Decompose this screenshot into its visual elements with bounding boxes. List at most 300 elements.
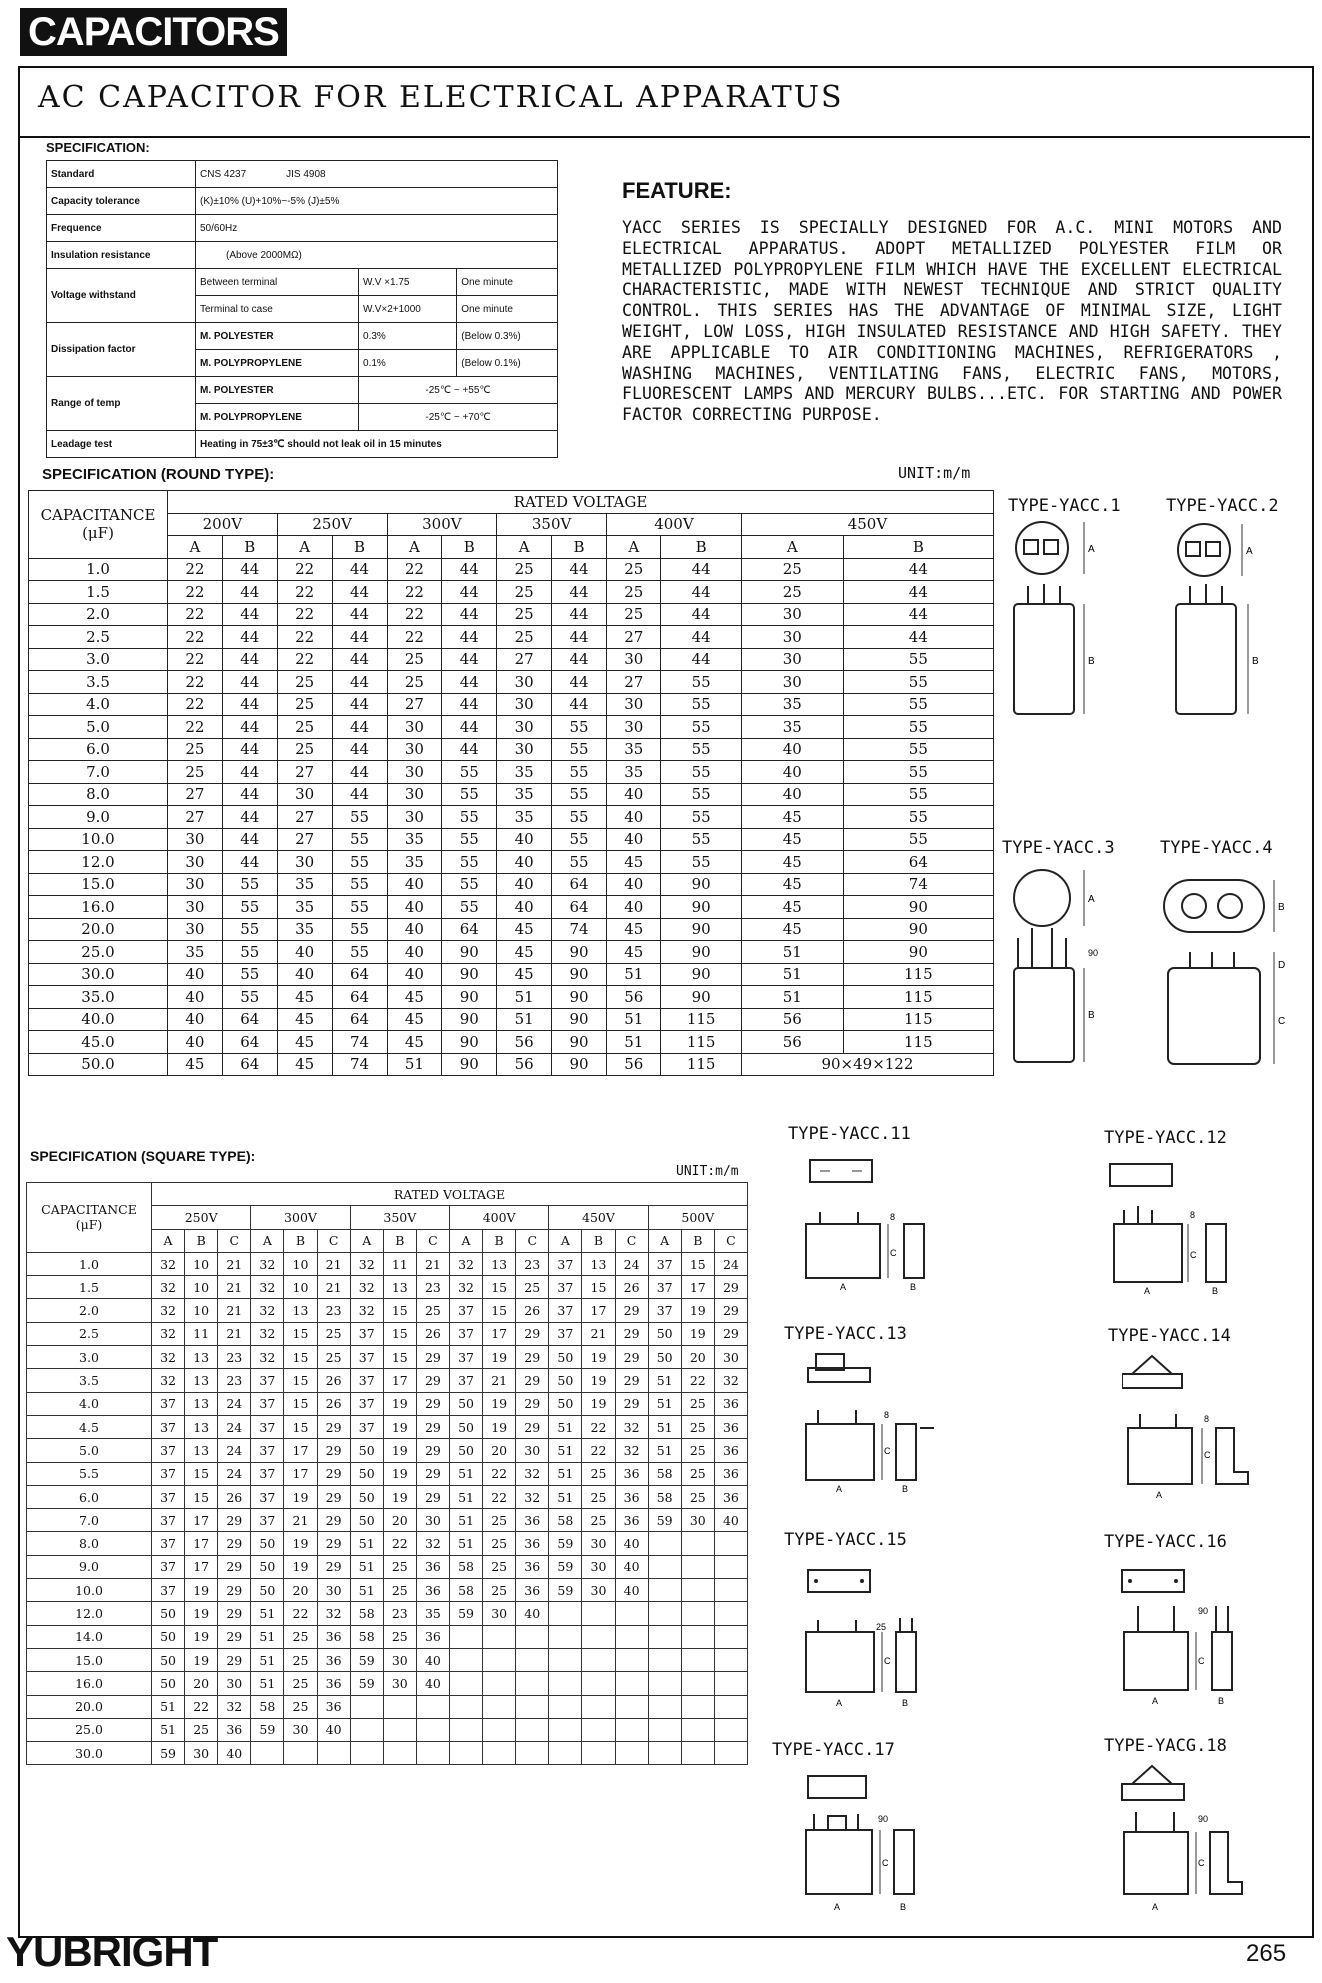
table-cell: 44	[222, 761, 277, 784]
table-cell	[648, 1672, 681, 1695]
table-cell: 90	[552, 1053, 607, 1076]
table-cell: 19	[483, 1415, 516, 1438]
table-cell: 45	[277, 1031, 332, 1054]
dimension-header: A	[168, 536, 223, 559]
table-cell: 50	[350, 1485, 383, 1508]
table-cell: 15	[284, 1392, 317, 1415]
table-cell: 25	[284, 1625, 317, 1648]
table-cell: 32	[350, 1299, 383, 1322]
table-cell	[582, 1742, 615, 1765]
table-row	[27, 1695, 748, 1718]
table-cell: 55	[843, 648, 993, 671]
table-cell: 29	[714, 1276, 747, 1299]
yacc14-dim-8: 8	[1204, 1414, 1210, 1424]
table-cell: 44	[442, 648, 497, 671]
table-cell: 25	[483, 1579, 516, 1602]
table-cell	[284, 1742, 317, 1765]
table-cell: 30	[681, 1509, 714, 1532]
table-cell: 36	[615, 1462, 648, 1485]
table-cell: 30	[714, 1346, 747, 1369]
voltage-header: 400V	[449, 1206, 548, 1229]
dimension-header: A	[277, 536, 332, 559]
table-cell: 55	[843, 828, 993, 851]
dimension-header: B	[483, 1229, 516, 1252]
table-cell: 22	[483, 1485, 516, 1508]
dimension-header: A	[549, 1229, 582, 1252]
table-cell: 40	[497, 828, 552, 851]
table-cell: 64	[222, 1008, 277, 1031]
spec-cell: M. POLYPROPYLENE	[196, 350, 359, 377]
yacc14-tab	[1132, 1356, 1172, 1374]
voltage-header: 300V	[387, 513, 497, 536]
table-cell: 55	[442, 896, 497, 919]
yacc15-drawing	[800, 1566, 970, 1716]
table-cell: 32	[152, 1252, 185, 1275]
table-cell: 40	[741, 761, 843, 784]
table-row	[29, 1053, 994, 1076]
table-cell: 37	[152, 1579, 185, 1602]
spec-label-cell: Standard	[47, 161, 196, 188]
voltage-header: 200V	[168, 513, 278, 536]
table-cell: 55	[222, 986, 277, 1009]
capacitance-cell: 12.0	[27, 1602, 152, 1625]
type-label-yacc4: TYPE-YACC.4	[1160, 838, 1273, 858]
table-cell: 55	[442, 851, 497, 874]
table-cell: 22	[582, 1439, 615, 1462]
capacitance-cell: 3.0	[29, 648, 168, 671]
table-cell: 45	[277, 1053, 332, 1076]
table-cell: 25	[317, 1346, 350, 1369]
table-cell: 55	[332, 851, 387, 874]
table-cell: 59	[350, 1672, 383, 1695]
capacitance-cell: 16.0	[29, 896, 168, 919]
capacitance-cell: 4.5	[27, 1415, 152, 1438]
table-cell: 30	[607, 693, 661, 716]
table-cell: 24	[218, 1439, 251, 1462]
table-cell: 50	[350, 1439, 383, 1462]
table-cell	[483, 1672, 516, 1695]
table-cell: 37	[251, 1369, 284, 1392]
table-cell: 25	[741, 558, 843, 581]
table-cell: 44	[442, 738, 497, 761]
table-cell: 55	[552, 716, 607, 739]
capacitance-cell: 20.0	[27, 1695, 152, 1718]
table-cell: 37	[449, 1322, 482, 1345]
table-cell: 51	[741, 963, 843, 986]
table-cell: 25	[387, 671, 442, 694]
table-cell: 19	[483, 1346, 516, 1369]
table-cell: 64	[552, 896, 607, 919]
dimension-header: A	[648, 1229, 681, 1252]
table-cell: 44	[442, 626, 497, 649]
table-cell: 44	[442, 558, 497, 581]
table-cell: 40	[387, 873, 442, 896]
table-cell: 59	[549, 1532, 582, 1555]
table-cell: 25	[483, 1509, 516, 1532]
table-cell: 36	[516, 1509, 549, 1532]
table-cell: 50	[350, 1509, 383, 1532]
table-cell: 37	[449, 1299, 482, 1322]
table-cell: 36	[615, 1509, 648, 1532]
table-row	[27, 1718, 748, 1741]
table-cell: 25	[497, 581, 552, 604]
table-cell: 27	[497, 648, 552, 671]
spec-row-leakage	[47, 431, 558, 458]
table-cell: 44	[222, 581, 277, 604]
table-cell: 90	[552, 986, 607, 1009]
spec-cell: M. POLYPROPYLENE	[196, 404, 359, 431]
table-cell: 13	[483, 1252, 516, 1275]
table-cell: 29	[218, 1648, 251, 1671]
table-cell: 115	[661, 1008, 741, 1031]
table-cell: 40	[168, 986, 223, 1009]
table-cell	[648, 1648, 681, 1671]
table-cell: 20	[483, 1439, 516, 1462]
spec-value-cell: (K)±10% (U)+10%~-5% (J)±5%	[196, 188, 558, 215]
table-cell: 40	[607, 896, 661, 919]
table-cell: 22	[387, 626, 442, 649]
table-cell: 19	[185, 1648, 218, 1671]
table-cell: 90	[661, 918, 741, 941]
capacitance-cell: 4.0	[29, 693, 168, 716]
table-cell: 37	[350, 1346, 383, 1369]
table-cell: 45	[607, 851, 661, 874]
table-cell: 27	[607, 626, 661, 649]
dimension-header: A	[497, 536, 552, 559]
table-cell: 51	[251, 1625, 284, 1648]
spec-row-tolerance	[47, 188, 558, 215]
table-cell: 64	[332, 1008, 387, 1031]
table-cell	[516, 1672, 549, 1695]
yacc12-dim-c: C	[1190, 1250, 1197, 1260]
table-cell: 55	[843, 761, 993, 784]
table-cell: 55	[552, 738, 607, 761]
yacc18-side	[1210, 1832, 1242, 1894]
table-cell: 22	[383, 1532, 416, 1555]
table-cell: 29	[615, 1346, 648, 1369]
table-cell: 35	[497, 761, 552, 784]
table-cell: 25	[416, 1299, 449, 1322]
table-cell: 44	[222, 738, 277, 761]
yacc11-dim-a: A	[840, 1282, 847, 1292]
table-cell: 19	[582, 1369, 615, 1392]
table-cell: 55	[552, 783, 607, 806]
table-cell	[648, 1742, 681, 1765]
yacc16-dim-b: B	[1218, 1696, 1225, 1706]
table-cell: 40	[497, 873, 552, 896]
table-cell	[648, 1532, 681, 1555]
yacc16-body	[1124, 1632, 1188, 1690]
spec-row-frequence	[47, 215, 558, 242]
table-cell: 55	[661, 738, 741, 761]
table-cell: 51	[648, 1392, 681, 1415]
table-cell: 37	[350, 1322, 383, 1345]
table-cell	[681, 1579, 714, 1602]
table-cell: 29	[516, 1415, 549, 1438]
yacc16-hole	[1128, 1579, 1132, 1583]
table-cell: 44	[222, 603, 277, 626]
yacc15-body	[806, 1632, 874, 1692]
table-cell: 36	[416, 1555, 449, 1578]
table-cell: 40	[607, 828, 661, 851]
table-cell: 37	[251, 1415, 284, 1438]
yacc4-drawing	[1160, 868, 1300, 1068]
table-cell: 21	[284, 1509, 317, 1532]
capacitance-label: CAPACITANCE	[40, 506, 156, 525]
table-cell: 15	[185, 1485, 218, 1508]
spec-cell: M. POLYESTER	[196, 323, 359, 350]
table-cell: 90	[552, 963, 607, 986]
table-cell	[681, 1742, 714, 1765]
table-cell	[714, 1648, 747, 1671]
table-cell: 45	[741, 918, 843, 941]
table-cell: 35	[416, 1602, 449, 1625]
table-cell: 40	[168, 1008, 223, 1031]
table-cell: 37	[251, 1462, 284, 1485]
table-cell: 19	[284, 1532, 317, 1555]
table-cell	[582, 1718, 615, 1741]
table-cell: 23	[416, 1276, 449, 1299]
table-cell: 35	[497, 783, 552, 806]
table-cell: 30	[582, 1555, 615, 1578]
spec-standard-a: CNS 4237	[200, 168, 247, 180]
dimension-header: C	[516, 1229, 549, 1252]
table-cell: 19	[185, 1602, 218, 1625]
table-cell: 115	[843, 1031, 993, 1054]
table-cell: 50	[549, 1346, 582, 1369]
table-cell: 74	[332, 1031, 387, 1054]
yacc2-dim-b: B	[1252, 656, 1259, 667]
table-cell: 40	[607, 873, 661, 896]
voltage-header: 250V	[277, 513, 387, 536]
yacc14-body	[1128, 1428, 1192, 1484]
dimension-header: A	[607, 536, 661, 559]
table-cell: 40	[387, 918, 442, 941]
table-cell: 32	[251, 1252, 284, 1275]
table-cell: 29	[317, 1485, 350, 1508]
table-cell: 23	[516, 1252, 549, 1275]
table-cell	[615, 1695, 648, 1718]
table-cell: 40	[277, 963, 332, 986]
table-cell: 22	[168, 626, 223, 649]
capacitance-cell: 1.5	[27, 1276, 152, 1299]
table-cell: 30	[741, 671, 843, 694]
yacc14-drawing	[1122, 1352, 1292, 1502]
table-cell	[483, 1648, 516, 1671]
table-cell: 45	[387, 986, 442, 1009]
table-cell: 17	[185, 1555, 218, 1578]
table-cell: 15	[582, 1276, 615, 1299]
dimension-header: A	[449, 1229, 482, 1252]
table-cell: 44	[222, 693, 277, 716]
table-row	[27, 1392, 748, 1415]
table-cell: 17	[284, 1462, 317, 1485]
table-cell: 32	[152, 1369, 185, 1392]
table-cell: 32	[615, 1415, 648, 1438]
table-cell: 35	[741, 693, 843, 716]
yacc17-side	[894, 1830, 914, 1894]
table-cell: 30	[516, 1439, 549, 1462]
table-cell: 44	[552, 558, 607, 581]
table-cell: 24	[615, 1252, 648, 1275]
table-cell	[350, 1695, 383, 1718]
table-cell: 45	[168, 1053, 223, 1076]
table-cell: 55	[843, 693, 993, 716]
table-cell	[416, 1695, 449, 1718]
table-cell: 55	[442, 873, 497, 896]
table-row	[29, 873, 994, 896]
table-cell	[714, 1672, 747, 1695]
table-cell: 25	[168, 738, 223, 761]
yacc18-dim-a: A	[1152, 1902, 1159, 1912]
table-cell: 40	[714, 1509, 747, 1532]
table-cell: 51	[607, 1031, 661, 1054]
table-cell: 37	[152, 1532, 185, 1555]
table-cell: 25	[607, 558, 661, 581]
table-cell: 23	[218, 1369, 251, 1392]
table-cell: 51	[152, 1695, 185, 1718]
voltage-header: 450V	[741, 513, 993, 536]
table-cell: 29	[317, 1415, 350, 1438]
table-cell: 58	[350, 1602, 383, 1625]
table-cell: 44	[332, 693, 387, 716]
table-row	[27, 1579, 748, 1602]
table-cell: 35	[607, 738, 661, 761]
table-cell	[449, 1695, 482, 1718]
table-row	[29, 761, 994, 784]
table-cell: 37	[549, 1299, 582, 1322]
table-cell: 115	[843, 1008, 993, 1031]
table-cell: 24	[218, 1415, 251, 1438]
yacc14-dim-c: C	[1204, 1450, 1211, 1460]
type-label-yacc2: TYPE-YACC.2	[1166, 496, 1279, 516]
table-cell	[549, 1602, 582, 1625]
table-cell: 37	[350, 1415, 383, 1438]
table-cell: 35	[497, 806, 552, 829]
table-cell: 55	[843, 806, 993, 829]
yacc12-terminals	[1124, 1206, 1152, 1224]
table-row	[27, 1602, 748, 1625]
table-cell: 37	[549, 1322, 582, 1345]
yacc1-body	[1014, 604, 1074, 714]
table-row	[29, 716, 994, 739]
capacitance-cell: 1.0	[29, 558, 168, 581]
table-cell: 29	[218, 1625, 251, 1648]
yacc4-terminal-hole	[1218, 894, 1242, 918]
table-cell: 51	[549, 1415, 582, 1438]
table-row	[29, 986, 994, 1009]
table-cell: 90	[661, 986, 741, 1009]
yacc3-leads	[1018, 928, 1066, 968]
spec-row-standard	[47, 161, 558, 188]
table-cell: 15	[383, 1346, 416, 1369]
capacitance-cell: 3.5	[27, 1369, 152, 1392]
table-cell: 25	[681, 1392, 714, 1415]
table-cell: 27	[277, 828, 332, 851]
table-cell: 37	[549, 1276, 582, 1299]
spec-cell: One minute	[457, 269, 558, 296]
table-row	[29, 783, 994, 806]
table-cell: 25	[277, 716, 332, 739]
table-cell: 32	[218, 1695, 251, 1718]
table-cell: 44	[661, 558, 741, 581]
table-cell: 30	[741, 603, 843, 626]
table-cell: 32	[251, 1276, 284, 1299]
table-cell	[648, 1625, 681, 1648]
table-cell: 30	[387, 761, 442, 784]
table-cell: 35	[277, 896, 332, 919]
table-cell: 25	[168, 761, 223, 784]
table-cell	[416, 1742, 449, 1765]
table-cell: 44	[661, 648, 741, 671]
table-cell: 44	[442, 716, 497, 739]
capacitance-cell: 2.5	[27, 1322, 152, 1345]
table-cell: 30	[387, 716, 442, 739]
table-cell: 29	[416, 1462, 449, 1485]
table-cell: 37	[549, 1252, 582, 1275]
table-cell	[449, 1625, 482, 1648]
rated-voltage-header: RATED VOLTAGE	[168, 491, 994, 514]
yacc12-drawing	[1108, 1160, 1278, 1300]
table-cell	[582, 1672, 615, 1695]
table-cell: 51	[449, 1462, 482, 1485]
yacc2-body	[1176, 604, 1236, 714]
table-cell	[516, 1742, 549, 1765]
table-cell: 40	[615, 1579, 648, 1602]
type-label-yacc18: TYPE-YACG.18	[1104, 1736, 1227, 1756]
table-cell: 19	[185, 1579, 218, 1602]
table-cell: 55	[552, 761, 607, 784]
table-cell: 40	[168, 1031, 223, 1054]
table-cell: 51	[549, 1462, 582, 1485]
table-cell	[516, 1625, 549, 1648]
yacc4-dim-b: B	[1278, 902, 1285, 913]
dimension-header: B	[681, 1229, 714, 1252]
table-cell: 11	[185, 1322, 218, 1345]
table-cell	[615, 1742, 648, 1765]
table-cell	[681, 1672, 714, 1695]
table-cell: 55	[442, 806, 497, 829]
type-label-yacc15: TYPE-YACC.15	[784, 1530, 907, 1550]
table-cell: 36	[317, 1648, 350, 1671]
table-cell: 55	[661, 828, 741, 851]
table-cell: 44	[552, 648, 607, 671]
table-cell: 30	[387, 738, 442, 761]
capacitance-cell: 1.0	[27, 1252, 152, 1275]
yacc1-dim-b: B	[1088, 656, 1095, 667]
table-cell: 40	[516, 1602, 549, 1625]
table-cell: 29	[416, 1346, 449, 1369]
voltage-row	[29, 513, 994, 536]
table-cell: 30	[383, 1672, 416, 1695]
table-cell: 59	[648, 1509, 681, 1532]
table-cell: 40	[615, 1532, 648, 1555]
table-cell: 32	[615, 1439, 648, 1462]
table-cell: 64	[332, 963, 387, 986]
table-cell: 55	[222, 918, 277, 941]
table-cell: 23	[317, 1299, 350, 1322]
table-cell	[582, 1602, 615, 1625]
table-cell: 51	[449, 1532, 482, 1555]
header-row	[27, 1183, 748, 1206]
capacitance-cell: 9.0	[29, 806, 168, 829]
table-cell: 30	[185, 1742, 218, 1765]
table-cell: 45	[607, 918, 661, 941]
yacc15-dim-c: C	[884, 1656, 891, 1666]
table-cell: 37	[449, 1369, 482, 1392]
voltage-header: 450V	[549, 1206, 648, 1229]
table-cell	[383, 1718, 416, 1741]
